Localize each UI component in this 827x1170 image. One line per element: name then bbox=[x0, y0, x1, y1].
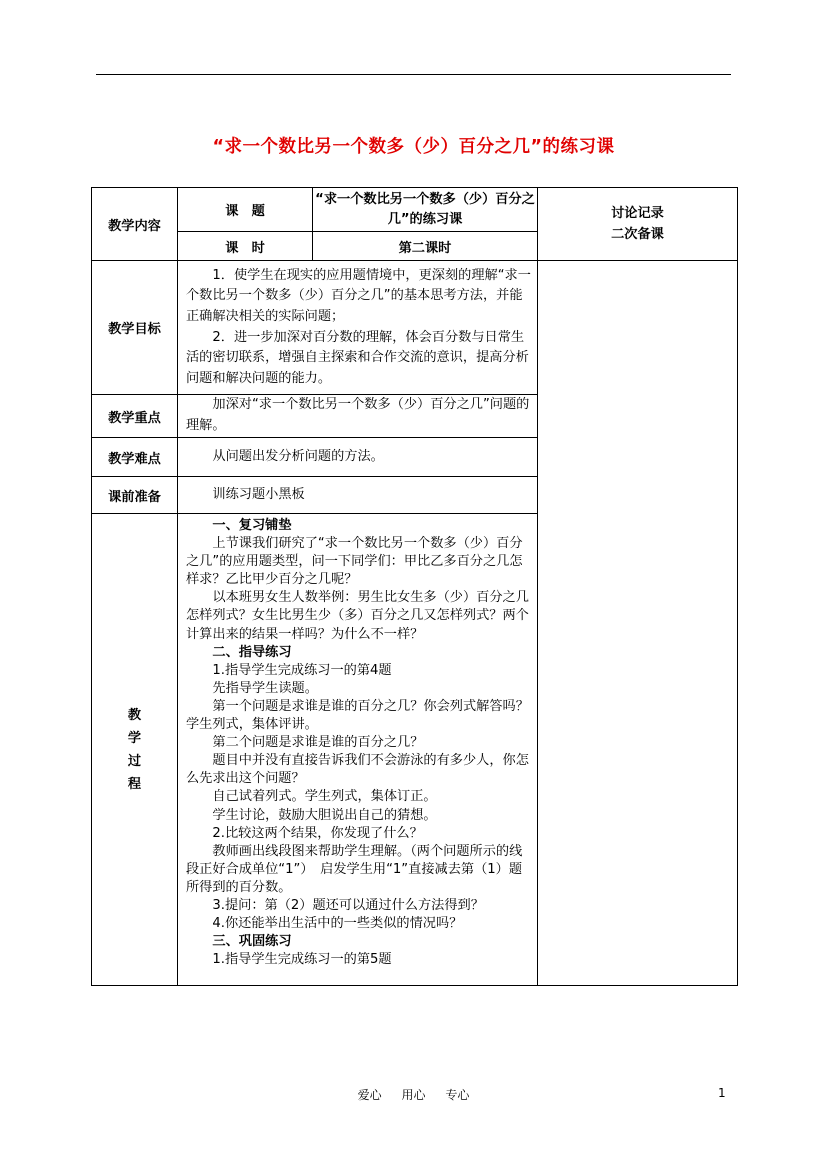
process-heading: 一、复习铺垫 bbox=[212, 518, 292, 533]
difficulty-text: 从问题出发分析问题的方法。 bbox=[212, 448, 384, 464]
period-value: 第二课时 bbox=[313, 232, 538, 261]
goals-cell bbox=[178, 261, 538, 395]
key-cell bbox=[178, 395, 538, 438]
process-heading: 二、指导练习 bbox=[212, 644, 292, 660]
process-paragraph: 上节课我们研究了“求一个数比另一个数多（少）百分之几”的应用题类型，问一下同学们：甲比乙多百分之几怎样求？乙比甲少百分之几呢？ bbox=[186, 536, 523, 588]
goal-item: 2．进一步加深对百分数的理解，体会百分数与日常生活的密切联系，增强自主探索和合作交流的意识，提高分析问题和解决问题的能力。 bbox=[186, 329, 529, 386]
header-rule bbox=[96, 74, 731, 75]
prep-cell bbox=[178, 477, 538, 514]
difficulty-label: 教学难点 bbox=[92, 438, 178, 477]
process-paragraph: 题目中并没有直接告诉我们不会游泳的有多少人，你怎么先求出这个问题？ bbox=[186, 753, 529, 787]
process-cell bbox=[178, 514, 538, 986]
goal-item: 1．使学生在现实的应用题情境中，更深刻的理解“求一个数比另一个数多（少）百分之几”的基本思考方法，并能正确解决相关的实际问题； bbox=[186, 267, 531, 324]
process-paragraph: 教师画出线段图来帮助学生理解。（两个问题所示的线段正好合成单位“1”） 启发学生用“1”直接减去第（1）题所得到的百分数。 bbox=[186, 843, 523, 895]
process-lines bbox=[186, 517, 531, 969]
process-label-char: 学 bbox=[127, 730, 142, 746]
process-label-char: 程 bbox=[127, 776, 142, 792]
process-paragraph: 先指导学生读题。 bbox=[212, 680, 318, 696]
period-label: 课 时 bbox=[178, 232, 313, 261]
process-paragraph: 4.你还能举出生活中的一些类似的情况吗？ bbox=[212, 916, 463, 932]
process-paragraph: 1.指导学生完成练习一的第5题 bbox=[212, 952, 392, 968]
page-title: “求一个数比另一个数多（少）百分之几”的练习课 bbox=[212, 137, 615, 157]
footer-word: 爱心 bbox=[357, 1088, 382, 1102]
process-paragraph: 学生讨论，鼓励大胆说出自己的猜想。 bbox=[212, 807, 437, 823]
footer-word: 用心 bbox=[401, 1088, 426, 1102]
process-paragraph: 第二个问题是求谁是谁的百分之几？ bbox=[212, 735, 424, 751]
second-prep-label: 二次备课 bbox=[611, 227, 664, 242]
goals-label: 教学目标 bbox=[92, 261, 178, 395]
process-label-char: 教 bbox=[127, 707, 142, 723]
footer bbox=[0, 1086, 827, 1103]
prep-label: 课前准备 bbox=[92, 477, 178, 514]
process-paragraph: 2.比较这两个结果，你发现了什么？ bbox=[212, 825, 423, 841]
process-label bbox=[92, 514, 178, 986]
lesson-plan-table bbox=[91, 187, 738, 986]
key-label: 教学重点 bbox=[92, 395, 178, 438]
notes-column bbox=[538, 261, 738, 986]
footer-word: 专心 bbox=[445, 1088, 470, 1102]
process-paragraph: 第一个问题是求谁是谁的百分之几？你会列式解答吗？学生列式，集体评讲。 bbox=[186, 698, 529, 733]
key-text: 加深对“求一个数比另一个数多（少）百分之几”问题的理解。 bbox=[186, 397, 530, 433]
process-paragraph: 1.指导学生完成练习一的第4题 bbox=[212, 662, 392, 678]
lesson-value: “求一个数比另一个数多（少）百分之几”的练习课 bbox=[313, 188, 538, 232]
discussion-record-label: 讨论记录 bbox=[611, 206, 664, 221]
prep-text: 训练习题小黑板 bbox=[212, 486, 305, 502]
difficulty-cell bbox=[178, 438, 538, 477]
page-number: 1 bbox=[718, 1086, 726, 1100]
process-paragraph: 自己试着列式。学生列式，集体订正。 bbox=[212, 789, 437, 805]
process-paragraph: 3.提问：第（2）题还可以通过什么方法得到？ bbox=[212, 897, 484, 913]
side-notes bbox=[538, 188, 738, 261]
lesson-label: 课 题 bbox=[178, 188, 313, 232]
process-label-char: 过 bbox=[127, 753, 142, 769]
content-label: 教学内容 bbox=[92, 188, 178, 261]
process-paragraph: 以本班男女生人数举例：男生比女生多（少）百分之几怎样列式？女生比男生少（多）百分之几又怎样列式？两个计算出来的结果一样吗？为什么不一样？ bbox=[186, 590, 529, 642]
process-heading: 三、巩固练习 bbox=[212, 934, 292, 950]
